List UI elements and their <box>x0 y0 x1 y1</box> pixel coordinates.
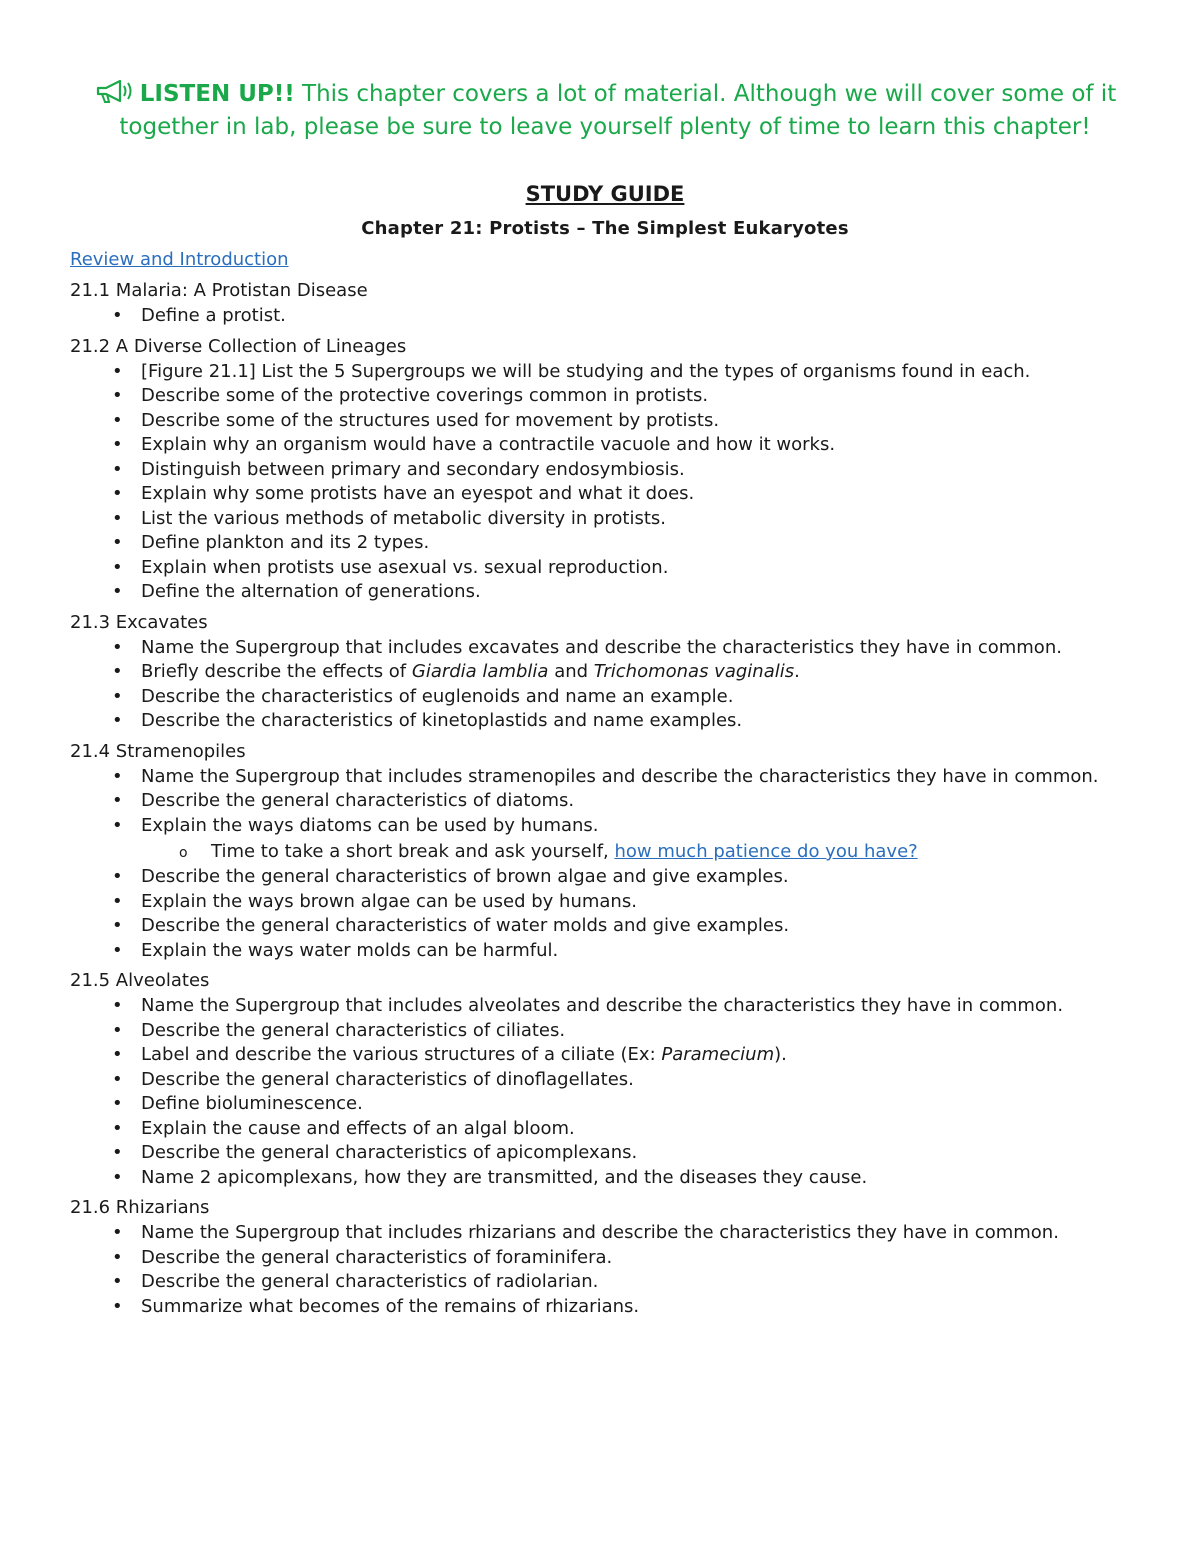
section-title: 21.2 A Diverse Collection of Lineages <box>70 335 407 357</box>
list-item: • Describe the general characteristics of dinoflagellates. <box>70 1068 1140 1093</box>
sub-list-item <box>70 838 1140 865</box>
section-21-1 <box>70 278 1140 329</box>
section-title: 21.6 Rhizarians <box>70 1197 210 1218</box>
list-item: • Describe the general characteristics of water molds and give examples. <box>70 914 1140 939</box>
review-introduction-link[interactable]: Review and Introduction <box>70 249 289 270</box>
species-name: Giardia lamblia <box>411 661 549 682</box>
list-item: • Name the Supergroup that includes rhizarians and describe the characteristics they have in common. <box>70 1221 1140 1246</box>
section-21-3 <box>70 610 1140 734</box>
list-item: • Describe the characteristics of euglenoids and name an example. <box>70 685 1140 710</box>
list-item: • Explain when protists use asexual vs. sexual reproduction. <box>70 556 1140 581</box>
list-item: • Name the Supergroup that includes alveolates and describe the characteristics they have in common. <box>70 994 1140 1019</box>
section-21-4 <box>70 739 1140 964</box>
list-item: • Describe some of the structures used for movement by protists. <box>70 409 1140 434</box>
list-item: • Explain why an organism would have a contractile vacuole and how it works. <box>70 433 1140 458</box>
list-item: • Define a protist. <box>70 304 1140 329</box>
section-title: 21.1 Malaria: A Protistan Disease <box>70 280 368 301</box>
list-item: • List the various methods of metabolic diversity in protists. <box>70 507 1140 532</box>
section-21-2 <box>70 334 1140 605</box>
text-run: ). <box>774 1044 787 1065</box>
list-item: • Describe some of the protective coverings common in protists. <box>70 384 1140 409</box>
list-item: • Describe the characteristics of kinetoplastids and name examples. <box>70 709 1140 734</box>
bullet-list <box>70 994 1140 1190</box>
section-21-6 <box>70 1195 1140 1319</box>
list-item: • Summarize what becomes of the remains of rhizarians. <box>70 1295 1140 1320</box>
species-name: Trichomonas vaginalis <box>593 661 795 682</box>
section-21-5 <box>70 968 1140 1190</box>
listen-up-lead: LISTEN UP!! <box>139 81 295 107</box>
list-item: • Name the Supergroup that includes stramenopiles and describe the characteristics they have in common. <box>70 765 1140 790</box>
listen-up-notice <box>70 78 1140 144</box>
list-item: • Explain the ways brown algae can be used by humans. <box>70 890 1140 915</box>
list-item: • Explain why some protists have an eyespot and what it does. <box>70 482 1140 507</box>
list-item: • [Figure 21.1] List the 5 Supergroups we will be studying and the types of organisms found in each. <box>70 360 1140 385</box>
text-run: Briefly describe the effects of <box>141 661 412 682</box>
species-name: Paramecium <box>661 1044 775 1065</box>
list-item: • Define bioluminescence. <box>70 1092 1140 1117</box>
bullet-list <box>70 636 1140 734</box>
text-run: Time to take a short break and ask yourself, <box>211 841 615 862</box>
list-item <box>70 660 1140 685</box>
list-item: • Describe the general characteristics of foraminifera. <box>70 1246 1140 1271</box>
list-item: • Explain the ways diatoms can be used by humans. <box>70 814 1140 839</box>
list-item: • Explain the ways water molds can be harmful. <box>70 939 1140 964</box>
list-item: • Define plankton and its 2 types. <box>70 531 1140 556</box>
listen-up-text: This chapter covers a lot of material. Although we will cover some of it together in lab, please be sure to leave yourself plenty of time to learn this chapter! <box>119 81 1117 140</box>
patience-link[interactable]: how much patience do you have? <box>614 841 918 862</box>
list-item <box>70 1043 1140 1068</box>
list-item: • Name 2 apicomplexans, how they are transmitted, and the diseases they cause. <box>70 1166 1140 1191</box>
list-item: • Describe the general characteristics of ciliates. <box>70 1019 1140 1044</box>
text-run: . <box>794 661 800 682</box>
text-run: and <box>548 661 594 682</box>
list-item: • Explain the cause and effects of an algal bloom. <box>70 1117 1140 1142</box>
section-title: 21.4 Stramenopiles <box>70 740 246 762</box>
bullet-list <box>70 360 1140 605</box>
list-item: • Describe the general characteristics of brown algae and give examples. <box>70 865 1140 890</box>
chapter-subtitle: Chapter 21: Protists – The Simplest Eukaryotes <box>361 218 849 239</box>
list-item: • Describe the general characteristics of radiolarian. <box>70 1270 1140 1295</box>
list-item: • Describe the general characteristics of apicomplexans. <box>70 1141 1140 1166</box>
section-title: 21.5 Alveolates <box>70 970 210 991</box>
bullet-list <box>70 765 1140 964</box>
page-title: STUDY GUIDE <box>525 182 685 206</box>
list-item: • Describe the general characteristics of diatoms. <box>70 789 1140 814</box>
study-guide-content <box>70 247 1140 1319</box>
bullet-list <box>70 304 1140 329</box>
section-title: 21.3 Excavates <box>70 611 208 633</box>
bullet-list <box>70 1221 1140 1319</box>
list-item: • Define the alternation of generations. <box>70 580 1140 605</box>
list-item: • Name the Supergroup that includes excavates and describe the characteristics they have in common. <box>70 636 1140 661</box>
list-item: • Distinguish between primary and secondary endosymbiosis. <box>70 458 1140 483</box>
megaphone-icon <box>94 78 136 104</box>
text-run: Label and describe the various structures of a ciliate (Ex: <box>141 1044 662 1065</box>
